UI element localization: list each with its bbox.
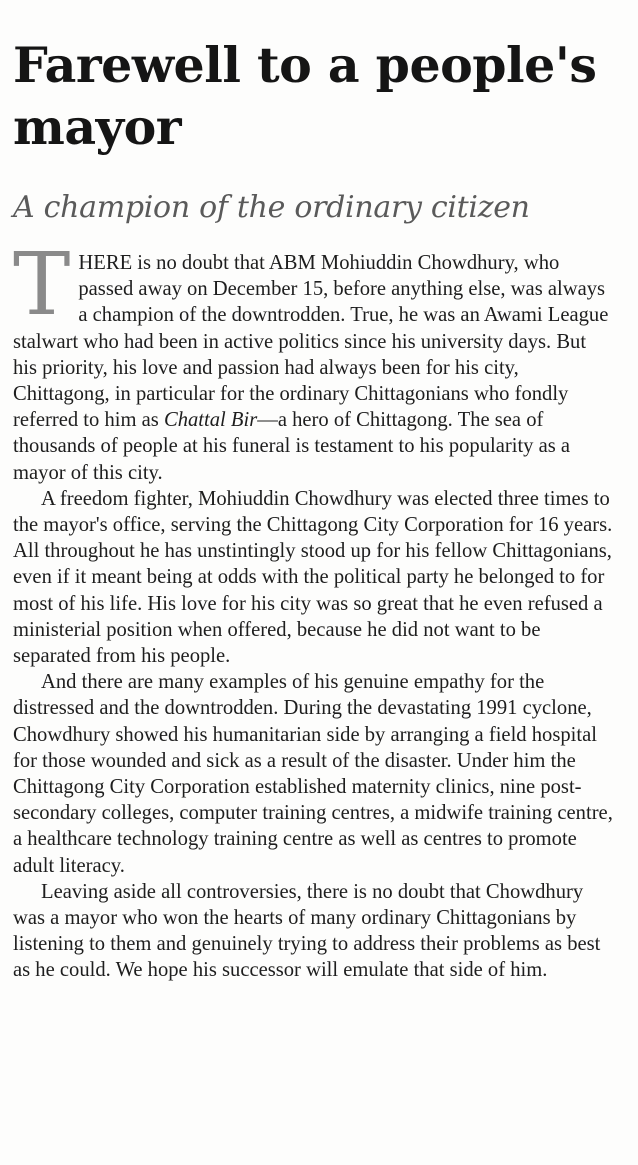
paragraph-1 <box>13 235 615 486</box>
paragraph-1-tail: —a hero of Chittagong. The sea of thousands of people at his funeral is testament to his popularity as a mayor of this city. <box>13 409 571 484</box>
paragraph-1-italic: Chattal Bir <box>163 409 258 432</box>
subheadline: A champion of the ordinary citizen <box>13 190 530 225</box>
paragraph-3: And there are many examples of his genuine empathy for the distressed and the downtrodden. During the devastating 1991 cyclone, Chowdhury showed his humanitarian side by arranging a field hospital for those wounded and sick as a result of the disaster. Under him the Chittagong City Corporation established maternity clinics, nine post-secondary colleges, computer training centres, a midwife training centre, a healthcare technology training centre as well as centres to promote adult literacy. <box>13 671 613 877</box>
paragraph-1-lead: HERE is no doubt that ABM Mohiuddin Chowdhury, who passed away on December 15, before anything else, was always a champion of the downtrodden. True, he was an Awami League stalwart who had been in active politics since his university days. But his priority, his love and passion had always been for his city, Chittagong, in particular for the ordinary Chittagonians who fondly referred to him as <box>13 252 609 432</box>
article-body <box>13 235 615 984</box>
paragraph-2: A freedom fighter, Mohiuddin Chowdhury was elected three times to the mayor's office, serving the Chittagong City Corporation for 16 years. All throughout he has unstintingly stood up for his fellow Chittagonians, even if it meant being at odds with the political party he belonged to for most of his life. His love for his city was so great that he even refused a ministerial position when offered, because he did not want to be separated from his people. <box>13 487 613 668</box>
headline: Farewell to a people's mayor <box>13 36 597 156</box>
drop-cap: T <box>13 235 71 335</box>
paragraph-4: Leaving aside all controversies, there is no doubt that Chowdhury was a mayor who won the hearts of many ordinary Chittagonians by listening to them and genuinely trying to address their problems as best as he could. We hope his successor will emulate that side of him. <box>13 880 601 982</box>
